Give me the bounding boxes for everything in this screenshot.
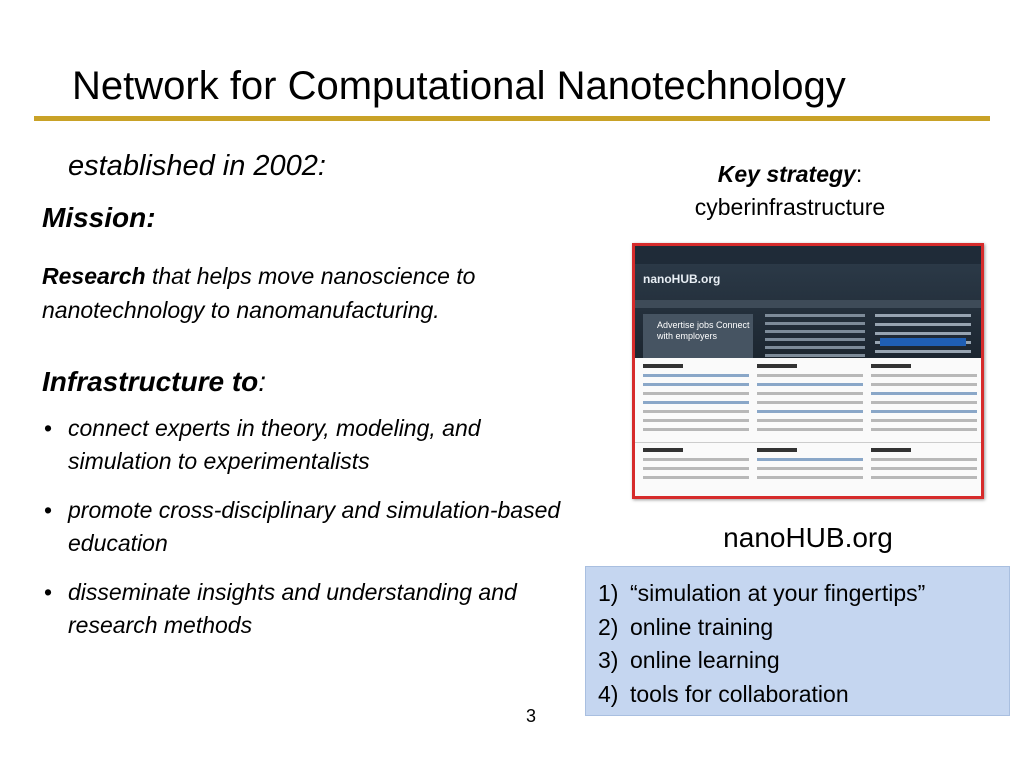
key-strategy-value: cyberinfrastructure [694, 194, 886, 220]
mission-bold-word: Research [42, 263, 146, 289]
goal-number: 4) [598, 680, 619, 707]
key-strategy-label: Key strategy [717, 161, 856, 187]
site-hero [635, 264, 981, 358]
goal-text: tools for collaboration [630, 680, 849, 707]
infrastructure-heading-text: Infrastructure to [42, 366, 259, 397]
key-strategy-colon: : [855, 161, 863, 187]
screenshot-caption: nanoHUB.org [723, 522, 893, 553]
site-column-quote [871, 364, 977, 437]
goal-text: “simulation at your fingertips” [630, 580, 926, 606]
mission-statement [42, 259, 602, 327]
site-ad-text: Advertise jobs Connect with employers [657, 320, 750, 341]
list-item [598, 678, 1009, 712]
infrastructure-list [44, 412, 584, 658]
list-item: • connect experts in theory, modeling, and simulation to experimentalists [44, 412, 584, 478]
list-item [598, 577, 1009, 611]
title-underline [34, 116, 990, 121]
site-divider [635, 442, 981, 443]
site-column-resources [643, 364, 749, 437]
site-nav [635, 300, 981, 308]
goal-text: online training [630, 613, 774, 640]
site-column-featured [757, 364, 863, 437]
goal-number: 2) [598, 613, 619, 640]
goal-number: 1) [598, 580, 619, 606]
site-column-news [757, 448, 863, 485]
goals-box [585, 566, 1010, 716]
key-strategy [640, 158, 940, 224]
mission-heading: Mission: [42, 202, 156, 233]
goals-list [598, 577, 1009, 711]
website-screenshot [632, 243, 984, 499]
site-logo: nanoHUB.org [643, 272, 721, 286]
page-number: 3 [526, 706, 537, 726]
established-text: established in 2002: [68, 150, 326, 182]
list-item [598, 644, 1009, 678]
infrastructure-colon: : [258, 366, 267, 397]
slide-title: Network for Computational Nanotechnology [72, 64, 846, 108]
site-column-events [643, 448, 749, 485]
list-item [598, 611, 1009, 645]
site-column-howto [871, 448, 977, 485]
site-banner [880, 338, 966, 346]
site-topbar [635, 246, 981, 264]
list-item: • disseminate insights and understanding and research methods [44, 576, 584, 642]
list-item: • promote cross-disciplinary and simulation-based education [44, 494, 584, 560]
goal-number: 3) [598, 647, 619, 673]
mission-text: that helps move nanoscience to nanotechnology to nanomanufacturing. [42, 263, 476, 323]
infrastructure-heading [42, 366, 266, 398]
goal-text: online learning [630, 647, 780, 673]
